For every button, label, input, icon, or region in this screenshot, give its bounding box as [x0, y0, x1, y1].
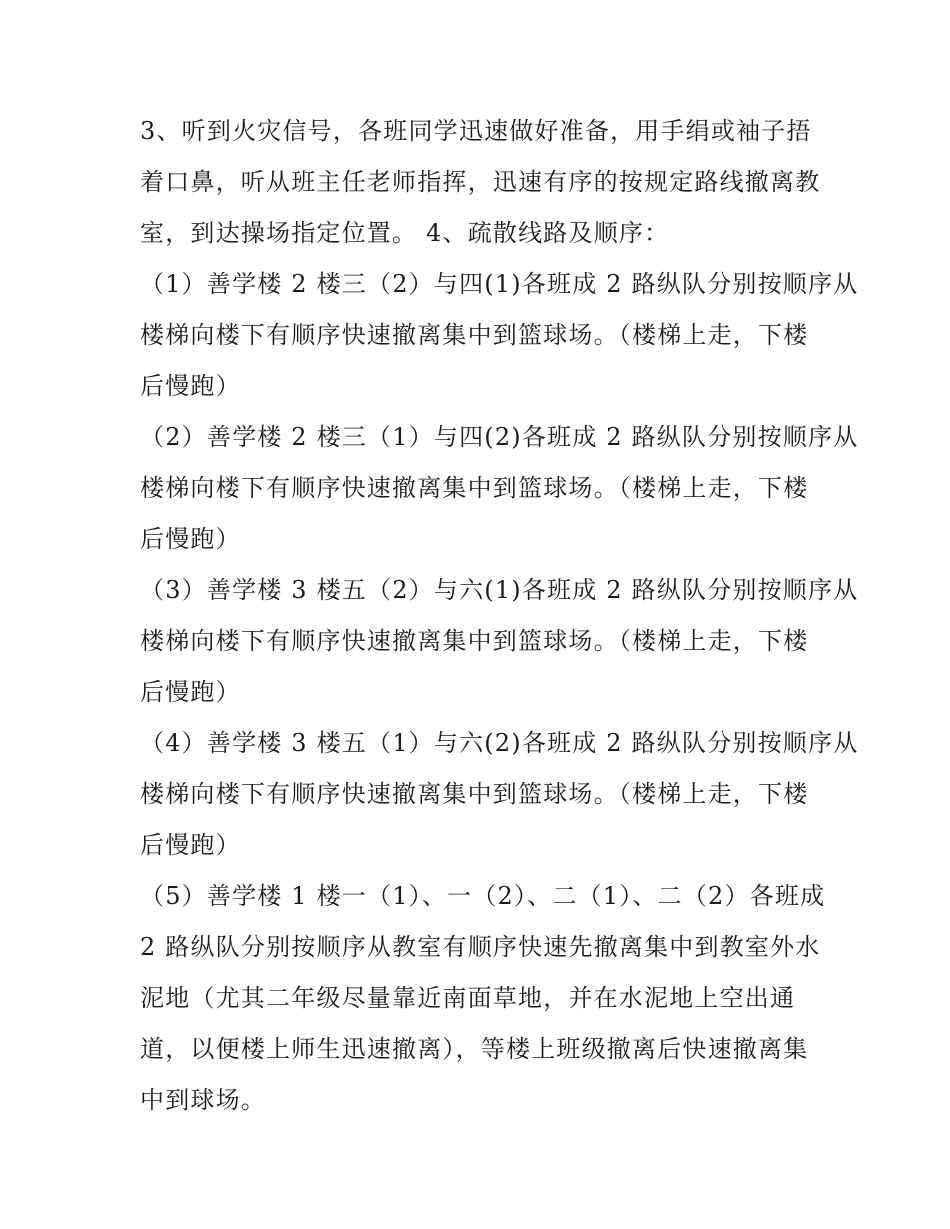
- text-line: 楼梯向楼下有顺序快速撤离集中到篮球场。（楼梯上走，下楼: [140, 474, 809, 502]
- text-line: 着口鼻，听从班主任老师指挥，迅速有序的按规定路线撤离教: [140, 168, 821, 196]
- paragraph-route-2: [140, 412, 859, 565]
- text-line: 2 路纵队分别按顺序从教室有顺序快速先撤离集中到教室外水: [140, 933, 821, 961]
- text-line: 后慢跑）: [140, 372, 241, 400]
- text-line: （1）善学楼 2 楼三（2）与四(1)各班成 2 路纵队分别按顺序从: [140, 270, 859, 298]
- text-line: 后慢跑）: [140, 831, 241, 859]
- document-body: [140, 106, 859, 1126]
- text-line: （3）善学楼 3 楼五（2）与六(1)各班成 2 路纵队分别按顺序从: [140, 576, 859, 604]
- text-line: 楼梯向楼下有顺序快速撤离集中到篮球场。（楼梯上走，下楼: [140, 321, 809, 349]
- paragraph-route-4: [140, 718, 859, 871]
- text-line: 楼梯向楼下有顺序快速撤离集中到篮球场。（楼梯上走，下楼: [140, 627, 809, 655]
- text-line: 楼梯向楼下有顺序快速撤离集中到篮球场。（楼梯上走，下楼: [140, 780, 809, 808]
- text-line: 后慢跑）: [140, 678, 241, 706]
- paragraph-route-3: [140, 565, 859, 718]
- text-line: 3、听到火灾信号，各班同学迅速做好准备，用手绢或袖子捂: [140, 117, 812, 145]
- text-line: （2）善学楼 2 楼三（1）与四(2)各班成 2 路纵队分别按顺序从: [140, 423, 859, 451]
- text-line: 道，以便楼上师生迅速撤离），等楼上班级撤离后快速撤离集: [140, 1035, 809, 1063]
- text-line: （5）善学楼 1 楼一（1）、一（2）、二（1）、二（2）各班成: [140, 882, 826, 910]
- paragraph-route-5: [140, 871, 826, 1126]
- text-line: 后慢跑）: [140, 525, 241, 553]
- paragraph-fire-signal: [140, 106, 820, 259]
- text-line: 中到球场。: [140, 1086, 266, 1114]
- paragraph-route-1: [140, 259, 859, 412]
- text-line: （4）善学楼 3 楼五（1）与六(2)各班成 2 路纵队分别按顺序从: [140, 729, 859, 757]
- text-line: 室，到达操场指定位置。 4、疏散线路及顺序：: [140, 219, 670, 247]
- text-line: 泥地（尤其二年级尽量靠近南面草地，并在水泥地上空出通: [140, 984, 796, 1012]
